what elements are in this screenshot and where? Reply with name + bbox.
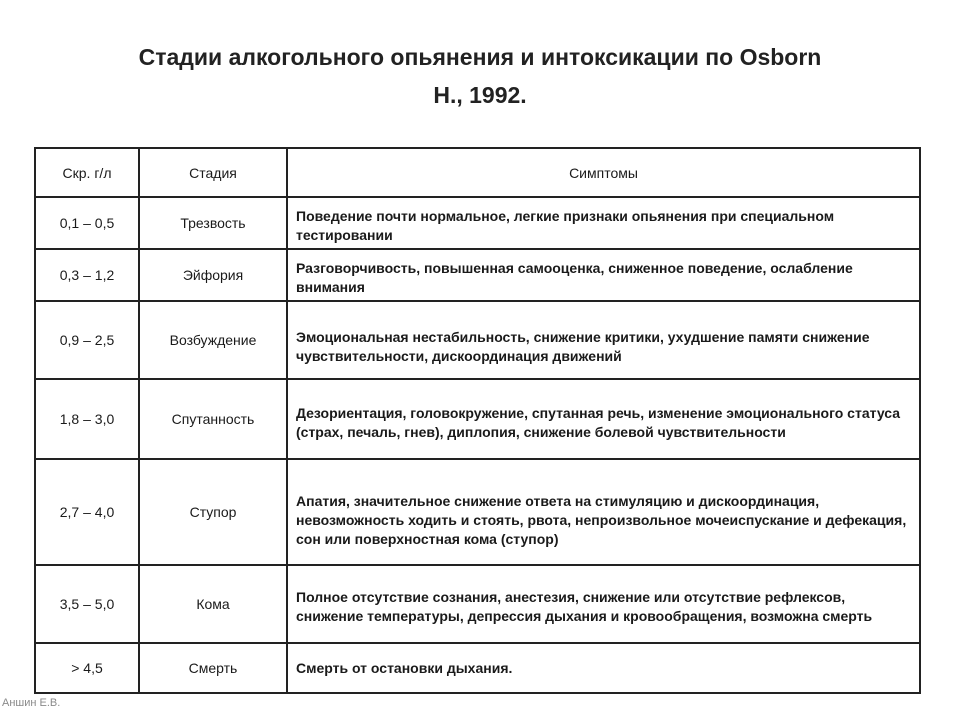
header-stage: Стадия [139,148,287,197]
concentration-cell: 1,8 – 3,0 [35,379,139,459]
symptoms-text: Апатия, значительное снижение ответа на стимуляцию и дискоординация, невозможность ходить и стоять, рвота, непроизвольное мочеиспускание и дефекация, сон или поверхностная кома (ступор) [296,492,907,547]
symptoms-text: Смерть от остановки дыхания. [296,659,513,676]
header-symptoms: Симптомы [287,148,920,197]
symptoms-text: Эмоциональная нестабильность, снижение критики, ухудшение памяти снижение чувствительности, дискоординация движений [296,329,870,364]
page-title [60,38,900,114]
symptoms-cell [287,301,920,379]
symptoms-cell [287,379,920,459]
table-row [35,379,920,459]
table-row [35,197,920,249]
concentration-cell: 3,5 – 5,0 [35,565,139,643]
header-concentration: Скр. г/л [35,148,139,197]
stage-cell: Кома [139,565,287,643]
stage-cell: Спутанность [139,379,287,459]
table-row [35,301,920,379]
concentration-cell: 0,1 – 0,5 [35,197,139,249]
symptoms-cell [287,643,920,693]
concentration-cell: 0,9 – 2,5 [35,301,139,379]
author-credit: Аншин Е.В. [2,697,61,709]
table-header-row [35,148,920,197]
table-row [35,459,920,565]
symptoms-cell [287,197,920,249]
table-row [35,249,920,301]
symptoms-cell [287,249,920,301]
symptoms-cell [287,565,920,643]
stage-cell: Смерть [139,643,287,693]
symptoms-cell [287,459,920,565]
title-line-2: H., 1992. [433,82,527,108]
concentration-cell: 2,7 – 4,0 [35,459,139,565]
title-line-1: Стадии алкогольного опьянения и интоксикации по Osborn [138,44,822,70]
symptoms-text: Дезориентация, головокружение, спутанная речь, изменение эмоционального статуса (страх, печаль, гнев), диплопия, снижение болевой чувствительности [296,405,900,440]
table-row [35,643,920,693]
symptoms-text: Разговорчивость, повышенная самооценка, сниженное поведение, ослабление внимания [296,260,853,295]
symptoms-text: Поведение почти нормальное, легкие признаки опьянения при специальном тестировании [296,208,835,243]
intoxication-stages-table [34,147,921,694]
table-row [35,565,920,643]
symptoms-text: Полное отсутствие сознания, анестезия, снижение или отсутствие рефлексов, снижение температуры, депрессия дыхания и кровообращения, возможна смерть [296,589,873,624]
stage-cell: Эйфория [139,249,287,301]
stage-cell: Трезвость [139,197,287,249]
stage-cell: Ступор [139,459,287,565]
concentration-cell: 0,3 – 1,2 [35,249,139,301]
concentration-cell: > 4,5 [35,643,139,693]
stage-cell: Возбуждение [139,301,287,379]
